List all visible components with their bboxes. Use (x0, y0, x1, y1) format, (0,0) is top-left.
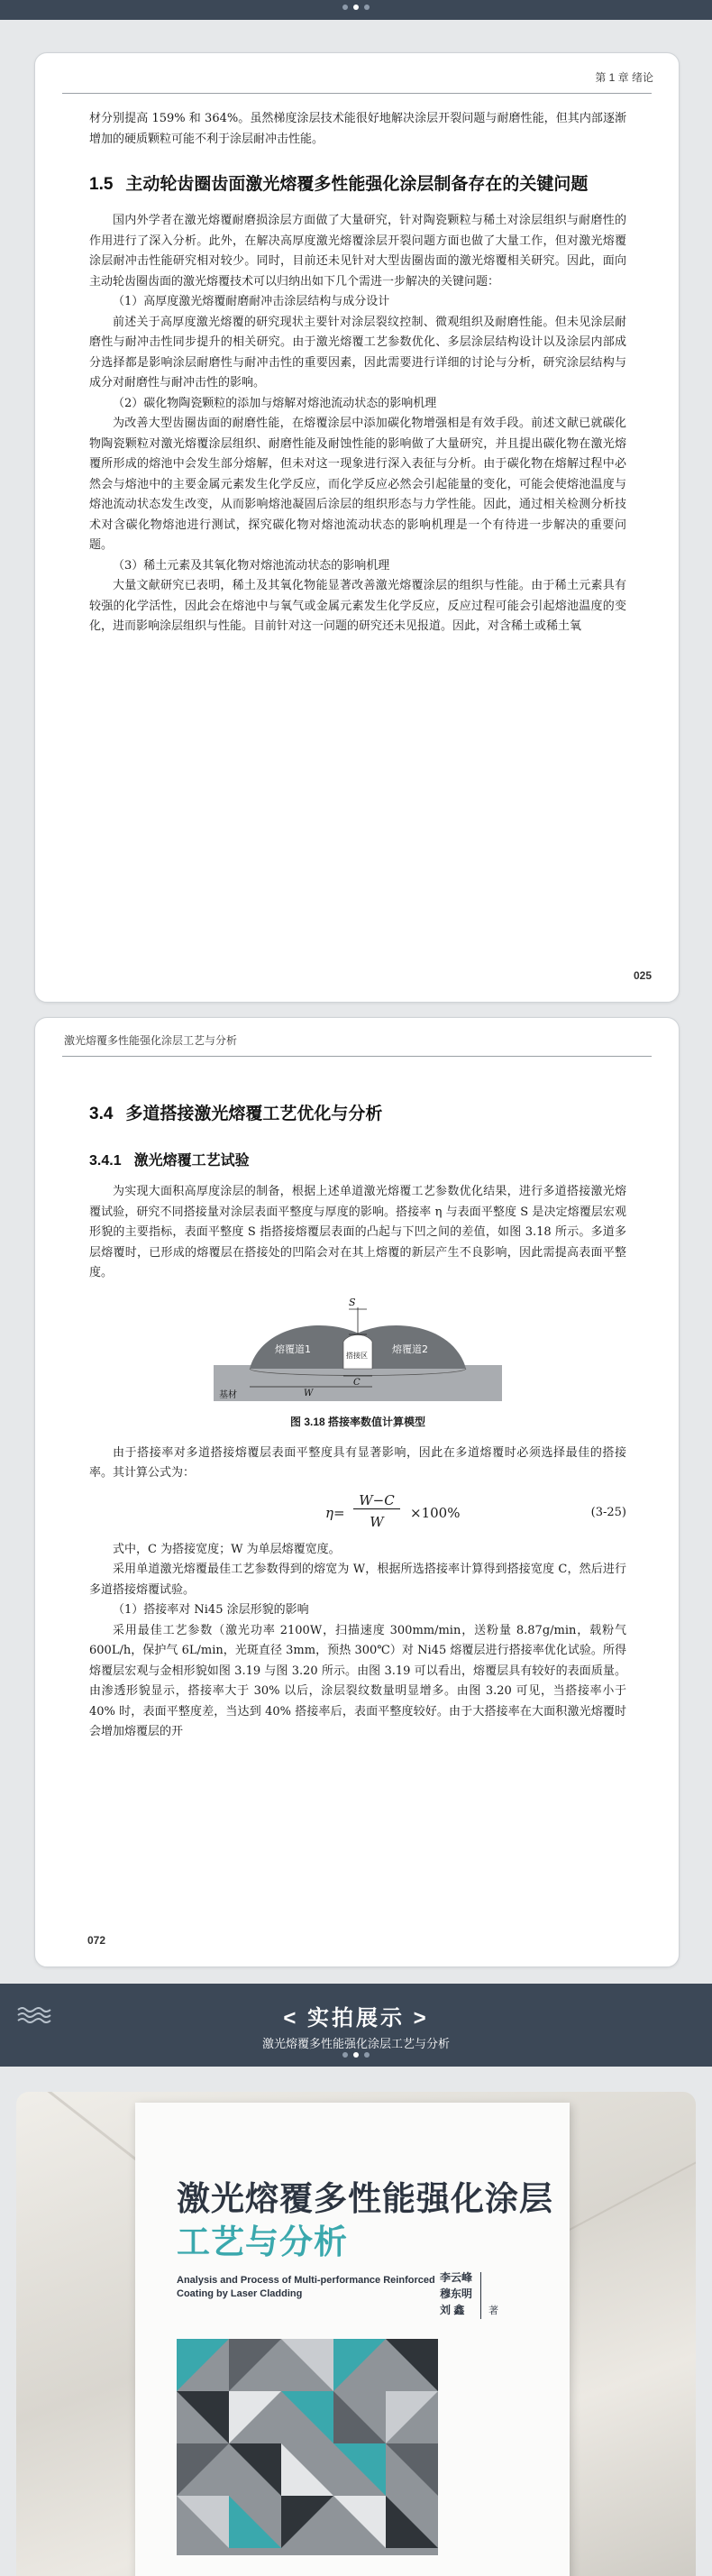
paragraph: 采用最佳工艺参数（激光功率 2100W，扫描速度 300mm/min，送粉量 8.87g/min，载粉气 600L/h，保护气 6L/min，光斑直径 3mm，预热 300℃）对 Ni45 熔覆层进行搭接率优化试验。所得熔覆层宏观与金相形貌如图 3.19 与图 3.20 所示。由图 3.19 可以看出，熔覆层具有较好的表面质量。由渗透形貌显示，搭接率大于 30% 以后，涂层裂纹数量明显增多。由图 3.20 可见，当搭接率小于 40% 时，表面平整度差，当达到 40% 搭接率后，表面平整度较好。由于大搭接率在大面积激光熔覆时会增加熔覆层的开 (89, 1623, 626, 1738)
page-number: 025 (633, 969, 652, 982)
label-c: C (353, 1377, 361, 1388)
carousel-dot[interactable] (342, 5, 348, 10)
label-track-1: 熔覆道1 (275, 1343, 311, 1355)
banner-dot-active (353, 2052, 359, 2058)
eq-rhs: ×100% (410, 1504, 461, 1521)
header-rule (62, 1056, 652, 1057)
section-number: 1.5 (89, 175, 114, 194)
subsection-number: 3.4.1 (89, 1153, 122, 1169)
section-number: 3.4 (89, 1105, 114, 1123)
section-title: 主动轮齿圈齿面激光熔覆多性能强化涂层制备存在的关键问题 (125, 175, 589, 194)
author-role: 著 (488, 2306, 498, 2316)
book-cover (135, 2103, 570, 2576)
banner-dot (342, 2052, 348, 2058)
label-overlap: 搭接区 (346, 1351, 368, 1360)
banner-subtitle: 激光熔覆多性能强化涂层工艺与分析 (261, 2037, 450, 2050)
carousel-indicator (0, 5, 712, 10)
page-number: 072 (87, 1934, 106, 1947)
paragraph: 为实现大面积高厚度涂层的制备，根据上述单道激光熔覆工艺参数优化结果，进行多道搭接激光熔覆试验，研究不同搭接量对涂层表面平整度与厚度的影响。搭接率 η 与表面平整度 S 是决定熔覆层宏观形貌的主要指标，表面平整度 S 指搭接熔覆层表面的凸起与下凹之间的差值，如图 3.18 所示。多道多层熔覆时，已形成的熔覆层在搭接处的凹陷会对在其上熔覆的新层产生不良影响，因此需提高表面平整度。 (89, 1185, 626, 1279)
figure-caption: 图 3.18 搭接率数值计算模型 (289, 1416, 426, 1428)
equation-3-25 (89, 1488, 626, 1536)
book-page-072 (34, 1017, 680, 1967)
banner-indicator (0, 2052, 712, 2058)
label-track-2: 熔覆道2 (392, 1343, 428, 1355)
paragraph: 采用单道激光熔覆最佳工艺参数得到的熔宽为 W，根据所选搭接率计算得到搭接宽度 C，然后进行多道搭接熔覆试验。 (89, 1563, 626, 1597)
carousel-dot[interactable] (364, 5, 370, 10)
section-heading (89, 171, 626, 198)
author: 李云峰 (440, 2271, 473, 2284)
book-photo (16, 2092, 696, 2576)
running-head: 第 1 章 绪论 (595, 71, 653, 84)
page-body (89, 1101, 626, 1743)
paragraph: 国内外学者在激光熔覆耐磨损涂层方面做了大量研究，针对陶瓷颗粒与稀土对涂层组织与耐磨性的作用进行了深入分析。此外，在解决高厚度激光熔覆涂层开裂问题方面也做了大量工作，但对激光熔覆涂层耐冲击性能研究相对较少。同时，目前还未见针对大型齿圈齿面的激光熔覆相关研究。因此，面向主动轮齿圈齿面的激光熔覆技术可以归纳出如下几个需进一步解决的关键问题： (89, 214, 626, 289)
paragraph: 前述关于高厚度激光熔覆的研究现状主要针对涂层裂纹控制、微观组织及耐磨性能。但未见涂层耐磨性与耐冲击性同步提升的相关研究。由于激光熔覆工艺参数优化、多层涂层结构设计以及涂层内部成分选择都是影响涂层耐磨性与耐冲击性的重要因素，因此需要进行详细的讨论与分析，研究涂层结构与成分对耐磨性与耐冲击性的影响。 (89, 315, 626, 390)
paragraph: 由于搭接率对多道搭接熔覆层表面平整度具有显著影响，因此在多道熔覆时必须选择最佳的搭接率。其计算公式为： (89, 1445, 626, 1480)
carousel-dot-active[interactable] (353, 5, 359, 10)
label-substrate: 基材 (219, 1389, 237, 1400)
cover-subtitle: 工艺与分析 (177, 2223, 348, 2260)
eq-denominator: W (370, 1514, 384, 1530)
subsection-title: 激光熔覆工艺试验 (133, 1153, 250, 1169)
running-head: 激光熔覆多性能强化涂层工艺与分析 (64, 1034, 238, 1047)
section-banner (0, 1984, 712, 2067)
list-item-heading: （1）搭接率对 Ni45 涂层形貌的影响 (113, 1603, 309, 1617)
cover-english-title: Analysis and Process of Multi-performance Reinforced Coating by Laser Cladding (177, 2275, 435, 2299)
header-rule (62, 93, 652, 94)
list-item-heading: （3）稀土元素及其氧化物对熔池流动状态的影响机理 (113, 558, 390, 573)
cover-geometric-pattern (177, 2339, 438, 2555)
paragraph: 式中，C 为搭接宽度；W 为单层熔覆宽度。 (113, 1542, 341, 1556)
paragraph: 大量文献研究已表明，稀土及其氧化物能显著改善激光熔覆涂层的组织与性能。由于稀土元素具有较强的化学活性，因此会在熔池中与氧气或金属元素发生化学反应，反应过程可能会引起熔池温度的变化，进而影响涂层组织与性能。目前针对这一问题的研究还未见报道。因此，对含稀土或稀土氧 (89, 579, 626, 633)
label-w: W (304, 1388, 314, 1398)
section-heading (89, 1101, 626, 1128)
figure-3-18 (214, 1295, 502, 1409)
cover-title: 激光熔覆多性能强化涂层 (177, 2180, 553, 2217)
label-s: S (349, 1296, 356, 1308)
banner-dot (364, 2052, 370, 2058)
eq-lhs: η= (325, 1504, 345, 1521)
eq-number: (3-25) (590, 1505, 626, 1519)
cover-authors (440, 2269, 472, 2318)
book-page-025 (34, 52, 680, 1003)
list-item-heading: （1）高厚度激光熔覆耐磨耐冲击涂层结构与成分设计 (113, 295, 390, 308)
banner-title: < 实拍展示 > (283, 2006, 429, 2031)
section-title: 多道搭接激光熔覆工艺优化与分析 (125, 1105, 383, 1123)
author: 穆东明 (440, 2287, 473, 2300)
author-divider (480, 2272, 481, 2319)
intro-paragraph: 材分别提高 159% 和 364%。虽然梯度涂层技术能很好地解决涂层开裂问题与耐磨性能，但其内部逐渐增加的硬质颗粒可能不利于涂层耐冲击性能。 (89, 112, 626, 146)
overlap-model-diagram (214, 1295, 502, 1401)
paragraph: 为改善大型齿圈齿面的耐磨性能，在熔覆涂层中添加碳化物增强相是有效手段。前述文献已就碳化物陶瓷颗粒对激光熔覆涂层组织、耐磨性能及耐蚀性能的影响做了大量研究，并且提出碳化物在激光熔覆所形成的熔池中会发生部分熔解，但未对这一现象进行深入表征与分析。由于碳化物在熔解过程中必然会与熔池中的主要金属元素发生化学反应，而化学反应必然会引起能量的变化，可能会使熔池温度与熔池流动状态发生改变，从而影响熔池凝固后涂层的组织形态与力学性能。因此，通过相关检测分析技术对含碳化物熔池进行测试，探究碳化物对熔池流动状态的影响机理是一个有待进一步解决的重要问题。 (89, 417, 626, 552)
list-item-heading: （2）碳化物陶瓷颗粒的添加与熔解对熔池流动状态的影响机理 (113, 396, 437, 410)
subsection-heading (89, 1150, 626, 1173)
author: 刘 鑫 (440, 2304, 465, 2316)
top-bar (0, 0, 712, 20)
eq-fraction (345, 1490, 408, 1533)
eq-numerator: W−C (353, 1492, 399, 1509)
page-body (89, 109, 626, 637)
